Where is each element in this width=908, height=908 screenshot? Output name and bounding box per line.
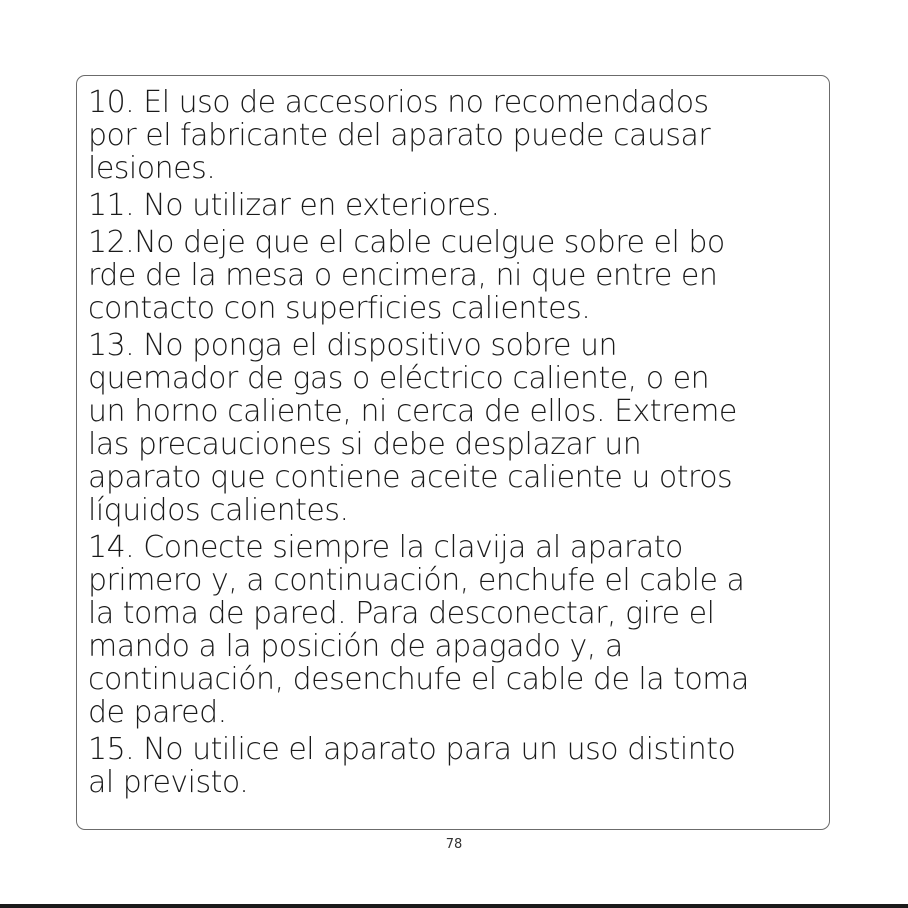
- instruction-item-10: [88, 86, 824, 185]
- instruction-line: de pared.: [88, 695, 227, 730]
- instruction-line: al previsto.: [88, 765, 249, 800]
- instruction-line: 11. No utilizar en exteriores.: [88, 188, 500, 223]
- instruction-item-11: [88, 189, 824, 222]
- instruction-line: 12.No deje que el cable cuelgue sobre el bo: [88, 225, 725, 260]
- instruction-line: contacto con superficies calientes.: [88, 291, 591, 326]
- instruction-item-15: [88, 733, 824, 799]
- instruction-line: 10. El uso de accesorios no recomendados: [88, 85, 709, 120]
- instruction-line: lesiones.: [88, 151, 216, 186]
- instruction-line: 15. No utilice el aparato para un uso distinto: [88, 732, 736, 767]
- safety-instructions: [88, 86, 824, 803]
- page-number: 78: [445, 837, 463, 852]
- instruction-line: un horno caliente, ni cerca de ellos. Extreme: [88, 394, 737, 429]
- instruction-item-13: [88, 329, 824, 527]
- instruction-line: por el fabricante del aparato puede causar: [88, 118, 711, 153]
- instruction-item-14: [88, 531, 824, 729]
- instruction-line: aparato que contiene aceite caliente u otros: [88, 460, 733, 495]
- instruction-line: mando a la posición de apagado y, a: [88, 629, 623, 664]
- instruction-item-12: [88, 226, 824, 325]
- instruction-line: continuación, desenchufe el cable de la toma: [88, 662, 749, 697]
- instruction-line: primero y, a continuación, enchufe el cable a: [88, 563, 745, 598]
- instruction-line: las precauciones si debe desplazar un: [88, 427, 642, 462]
- instruction-line: 13. No ponga el dispositivo sobre un: [88, 328, 618, 363]
- bottom-rule: [0, 904, 908, 908]
- instruction-line: 14. Conecte siempre la clavija al aparato: [88, 530, 683, 565]
- instruction-line: la toma de pared. Para desconectar, gire el: [88, 596, 715, 631]
- instruction-line: quemador de gas o eléctrico caliente, o en: [88, 361, 710, 396]
- instruction-line: líquidos calientes.: [88, 493, 349, 528]
- instruction-line: rde de la mesa o encimera, ni que entre en: [88, 258, 718, 293]
